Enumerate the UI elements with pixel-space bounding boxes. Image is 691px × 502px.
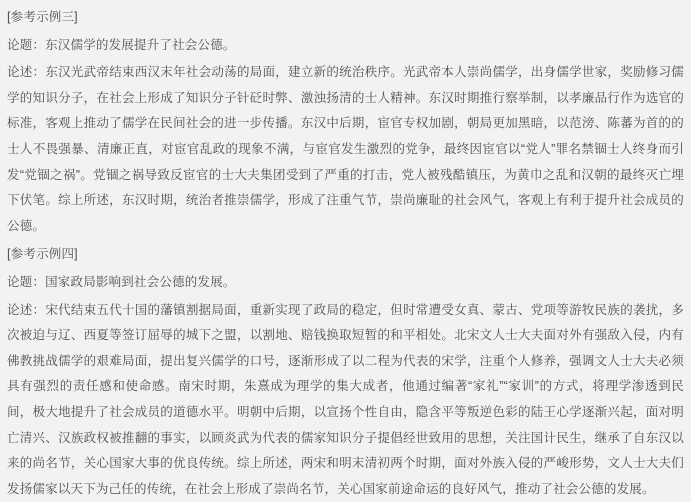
- topic-paragraph: 论题：东汉儒学的发展提升了社会公德。: [7, 37, 236, 52]
- reference-example-3-section: [7, 5, 684, 239]
- section-header: [参考示例四]: [7, 247, 78, 262]
- reference-example-4-section: [7, 242, 684, 502]
- section-header: [参考示例三]: [7, 10, 78, 24]
- topic-paragraph: 论题：国家政局影响到社会公德的发展。: [7, 274, 236, 289]
- exposition-paragraph: 论述：东汉光武帝结束西汉末年社会动荡的局面，建立新的统治秩序。光武帝本人崇尚儒学，出身儒学世家，奖励修习儒学的知识分子，在社会上形成了知识分子针砭时弊、激浊扬清的士人精神。东汉时期推行察举制，以孝廉品行作为选官的标准，客观上推动了儒学在民间社会的进一步传播。东汉中后期，宦官专权加剧，朝局更加黑暗，以范滂、陈蕃为首的的士人不畏强暴、清廉正直，对宦官乱政的现象不满，与宦官发生激烈的党争，最终因宦官以“党人”罪名禁锢士人终身而引发“党锢之祸”。党锢之祸导致反宦官的士大夫集团受到了严重的打击，党人被残酷镇压，为黄巾之乱和汉朝的最终灭亡埋下伏笔。综上所述，东汉时期，统治者推崇儒学，形成了注重气节，崇尚廉耻的社会风气，客观上有利于提升社会成员的公德。: [7, 65, 684, 233]
- exposition-paragraph: 论述：宋代结束五代十国的藩镇割据局面，重新实现了政局的稳定，但时常遭受女真、蒙古、党项等游牧民族的袭扰，多次被迫与辽、西夏等签订屈辱的城下之盟，以割地、赔钱换取短暂的和平相处。北宋文人士大夫面对外有强敌入侵，内有佛教挑战儒学的艰难局面，提出复兴儒学的口号，逐渐形成了以二程为代表的宋学，注重个人修养，强调文人士大夫必须具有强烈的责任感和使命感。南宋时期，朱熹成为理学的集大成者，他通过编著“家礼”“家训”的方式，将理学渗透到民间，极大地提升了社会成员的道德水平。明朝中后期，以宣扬个性自由，隐含平等叛逆色彩的陆王心学逐渐兴起，面对明亡清兴、汉族政权被推翻的事实，以顾炎武为代表的儒家知识分子提倡经世致用的思想，关注国计民生，继承了自东汉以来的尚名节，关心国家大事的优良传统。综上所述，两宋和明末清初两个时期，面对外族入侵的严峻形势，文人士大夫们发扬儒家以天下为己任的传统，在社会上形成了崇尚名节，关心国家前途命运的良好风气，推动了社会公德的发展。: [7, 302, 684, 496]
